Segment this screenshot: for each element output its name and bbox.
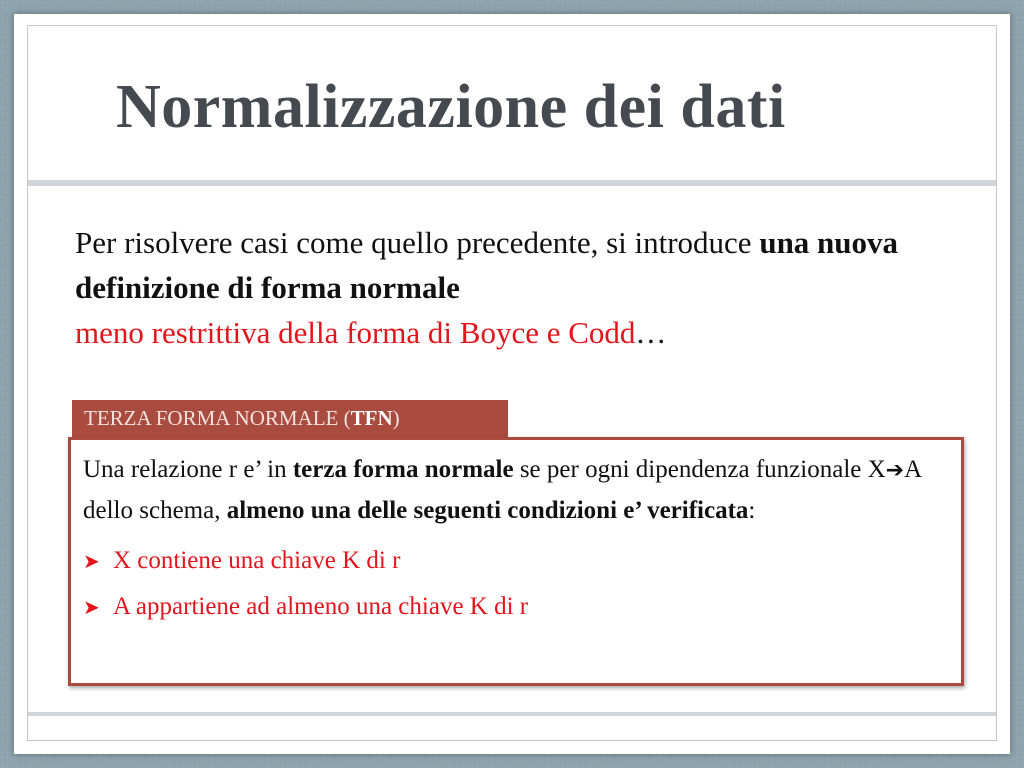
definition-bold-2: almeno una delle seguenti condizioni e’ verificata [226,497,749,524]
title-divider [28,180,996,186]
definition-box [68,437,964,686]
tab-label-acronym: TFN [350,406,393,430]
implication-arrow-icon: ➔ [885,458,905,483]
bullet-text: A appartiene ad almeno una chiave K di r [113,593,529,620]
bullet-text: X contiene una chiave K di r [113,547,401,574]
intro-paragraph [75,220,975,355]
intro-red-text: meno restrittiva della forma di Boyce e Codd [75,315,636,350]
definition-part-3: A dello schema, [83,456,921,524]
intro-text: Per risolvere casi come quello precedente, si introduce [75,225,760,260]
definition-part-4: : [748,497,756,524]
definition-part-2: se per ogni dipendenza funzionale X [513,456,886,483]
arrowhead-right-icon: ➤ [83,549,100,573]
list-item [83,587,949,627]
definition-tab-label [72,400,508,438]
definition-text [83,450,949,531]
intro-ellipsis: … [635,315,667,350]
definition-part-1: Una relazione r e’ in [83,456,293,483]
slide [14,14,1010,754]
footer-divider [28,712,996,716]
tab-label-suffix: ) [392,406,400,430]
arrowhead-right-icon: ➤ [83,595,100,619]
intro-bold-text: una nuova definizione di forma normale [75,225,899,305]
list-item [83,541,949,581]
slide-title: Normalizzazione dei dati [116,73,786,141]
tab-label-prefix: TERZA FORMA NORMALE ( [84,406,351,430]
definition-bold-1: terza forma normale [292,456,514,483]
